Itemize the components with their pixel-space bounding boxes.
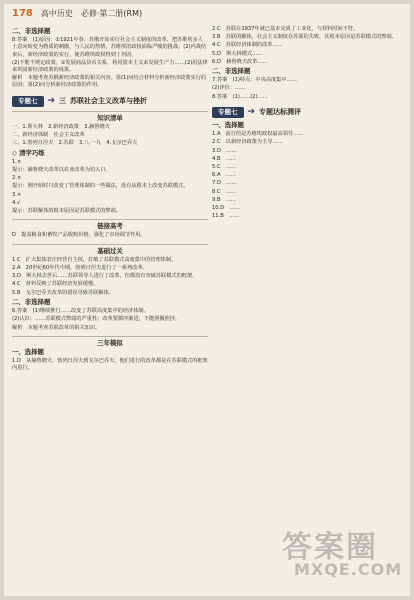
right-column — [212, 26, 402, 221]
topic-tag: 专题七 — [212, 107, 244, 118]
answer: 3.B 苏联的解体，社会主义制度在苏联的失败，其根本原因是苏联模式的弊端。 — [212, 34, 397, 41]
subsection-heading: 知识清单 — [12, 111, 208, 122]
answer: 1.C 扩大集体农庄经营自主权，打破了苏联模式高度集中的管理体制。 — [12, 256, 177, 263]
answer: 7.D …… — [212, 180, 237, 187]
answer: 5.B 戈尔巴乔夫改革的错误导致苏联解体。 — [12, 289, 114, 296]
answer: 9.B …… — [212, 196, 237, 203]
topic-number: 三 — [59, 96, 67, 105]
answer: 8.C …… — [212, 188, 237, 195]
page-title: 高中历史 必修·第二册(RM) — [40, 8, 143, 18]
left-column — [12, 26, 208, 374]
answer: 1.× — [12, 158, 22, 165]
hint: 提示：苏联解体的根本原因是苏联模式的弊端。 — [12, 208, 121, 215]
answer: 6.D 赫鲁晓夫改革…… — [212, 58, 268, 65]
hint: 提示：刚开始时只改变了管理体制的一些做法，没有从根本上改变苏联模式。 — [12, 183, 189, 190]
topic-tag: 专题七 — [12, 96, 44, 107]
page-number: 178 — [12, 7, 33, 19]
page-header — [4, 4, 410, 22]
answer: (2)评价：…… — [212, 85, 246, 92]
answer: 11.B …… — [212, 213, 240, 220]
section-heading: ◇ 清学巧练 — [12, 148, 45, 157]
answer: 1.D 从赫鲁晓夫、勃列日涅夫到戈尔巴乔夫，他们进行的改革都是在苏联模式的框架内进行。 — [12, 358, 208, 372]
answer: 6.A …… — [212, 172, 237, 179]
answer: 3.D 斯大林去世后……苏联领导人进行了改革，但都没有突破苏联模式的框架。 — [12, 273, 198, 280]
list-item: 二、新经济体制 社会主义改革 — [12, 132, 85, 139]
subsection-heading: 链接高考 — [12, 219, 208, 230]
subsection-heading: 基础过关 — [12, 244, 208, 255]
topic-banner — [212, 107, 402, 118]
answer: 4.√ — [12, 199, 21, 206]
answer: 解析 本题考查苏联改革的相关知识。 — [12, 324, 101, 331]
answer: 2.× — [12, 175, 22, 182]
answer: D 提高粮食和畜牧产品收购价格，强化了市场调节作用。 — [12, 232, 146, 239]
answer: 2.C 以新经济政策为主导…… — [212, 139, 283, 146]
page — [4, 4, 410, 596]
watermark-text: 答案圈 — [282, 530, 378, 565]
section-heading: 二、非选择题 — [12, 297, 51, 306]
answer: 6.答案 (1)继续推行……改变了苏联高度集中的经济体制。 — [12, 308, 149, 315]
arrow-icon: ➔ — [247, 106, 256, 117]
list-item: 三、1.勃列日涅夫 2.苏联 3.八·一九 4.戈尔巴乔夫 — [12, 140, 138, 147]
arrow-icon: ➔ — [47, 95, 56, 106]
answer: 4.C 苏联经济体制的改革…… — [212, 42, 283, 49]
answer: 8.答案 (1)……(2)…… — [212, 93, 268, 100]
answer: 5.D 斯大林模式…… — [212, 50, 263, 57]
topic-banner — [12, 96, 208, 107]
answer: (2)认识：……苏联模式弊端的严重性；改革要循序渐进，不能照搬照抄。 — [12, 316, 181, 323]
answer: 1.A 流行的是苏维埃政权最高领导…… — [212, 131, 304, 138]
answer: 10.D …… — [212, 205, 240, 212]
answer: 2.C 苏联在1937年就已基本完成了工业化，与材料时间不符。 — [212, 26, 359, 32]
section-heading: 一、选择题 — [212, 121, 244, 130]
section-heading: 二、非选择题 — [212, 67, 251, 76]
paragraph: (2)不能不规定政策。①发展商品货币关系，利用资本主义来发展生产力……(2)用法律来巩固新经济政策的成果。 — [12, 59, 208, 74]
answer: 4.C 材料反映了苏联经济发展缓慢。 — [12, 281, 99, 288]
answer: 5.C …… — [212, 164, 237, 171]
answer: 7.答案 (1)特点：中央高度集中…… — [212, 77, 297, 84]
answer: 2.A 20世纪60年代中期，勃列日涅夫进行了一系列改革。 — [12, 265, 148, 272]
list-item: 一、1.斯大林 2.新经济政策 3.赫鲁晓夫 — [12, 124, 110, 131]
subsection-heading: 三年模拟 — [12, 336, 208, 347]
hint: 提示：赫鲁晓夫改革以农业改革为切入口。 — [12, 167, 111, 174]
section-heading: 二、非选择题 — [12, 27, 51, 35]
paragraph: 8.答案 (1)原因：①1921年春，苏俄开始实行社会主义制度的改革，把苏维埃多人士意向转变为物质的刺激，与人民的热情，苏维埃的政权面临严峻的挑战。(2)内战结束后，新经济政策的实行，使苏维埃政权得到了巩固。 — [12, 37, 207, 58]
watermark-logo — [282, 522, 402, 582]
paragraph: 解析 本题考查苏俄新经济政策的相关内容。第(1)问结合材料分析新经济政策实行的原因；第(2)问分析新经济政策的作用。 — [12, 75, 207, 89]
topic-title: 苏联社会主义改革与挫折 — [70, 96, 148, 105]
section-heading: 一、选择题 — [12, 347, 44, 356]
watermark-url: MXQE.COM — [294, 560, 403, 579]
answer: 3.D …… — [212, 147, 237, 154]
answer: 3.× — [12, 191, 22, 198]
answer: 4.B …… — [212, 155, 237, 162]
topic-title: 专题达标测评 — [259, 107, 302, 116]
